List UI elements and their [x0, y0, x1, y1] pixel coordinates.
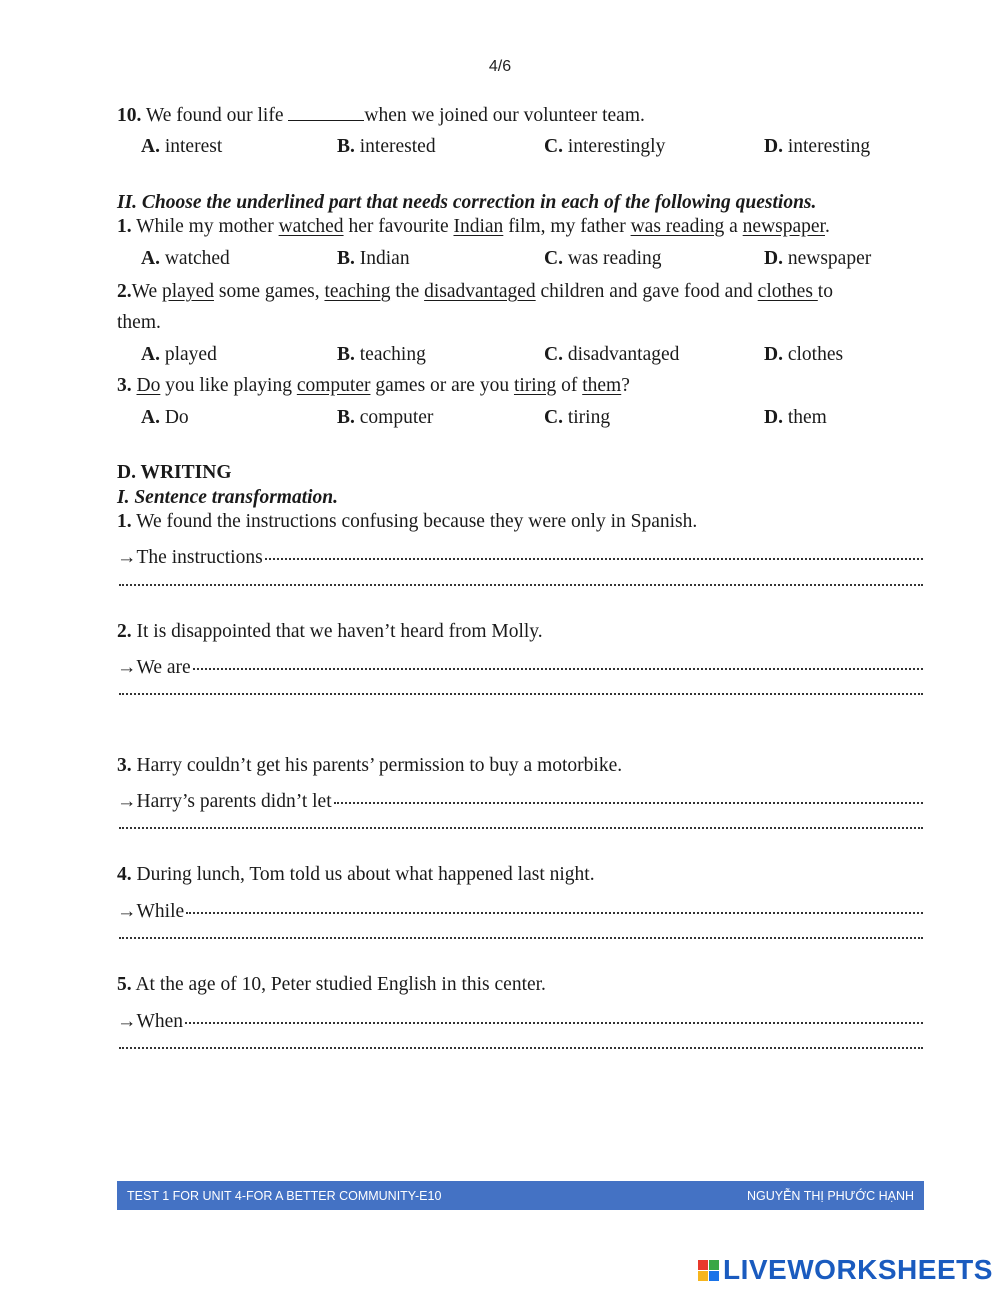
answer-line-4[interactable]: →While: [117, 900, 923, 924]
page-number: 4/6: [488, 58, 512, 75]
question-10: [117, 103, 645, 128]
arrow-icon: →: [117, 1011, 137, 1032]
question-number: 10.: [117, 105, 142, 126]
liveworksheets-logo: [698, 1254, 993, 1286]
error-question-2-continued: them.: [117, 312, 161, 333]
logo-icon: [698, 1260, 719, 1281]
answer-line-3-continued[interactable]: [117, 829, 923, 832]
transform-sentence-1: 1. We found the instructions confusing because they were only in Spanish.: [117, 511, 698, 532]
option-d[interactable]: D. newspaper: [764, 248, 872, 269]
transform-sentence-2: 2. It is disappointed that we haven’t heard from Molly.: [117, 621, 543, 642]
error-question-1: 1. While my mother watched her favourite Indian film, my father was reading a newspaper.: [117, 216, 830, 237]
answer-line-4-continued[interactable]: [117, 939, 923, 942]
arrow-icon: →: [117, 657, 137, 678]
answer-blank[interactable]: [288, 103, 364, 121]
section-title: II. Choose the underlined part that needs correction in each of the following questions.: [117, 192, 817, 213]
question-text: We found our life: [145, 105, 284, 126]
answer-line-5-continued[interactable]: [117, 1049, 923, 1052]
page-footer: [117, 1181, 924, 1210]
logo-text: LIVEWORKSHEETS: [723, 1254, 993, 1285]
option-a[interactable]: A. played: [141, 344, 217, 365]
answer-line-3[interactable]: →Harry’s parents didn’t let: [117, 790, 923, 814]
option-d[interactable]: D. clothes: [764, 344, 844, 365]
option-d[interactable]: D. interesting: [764, 136, 871, 157]
writing-subheading: I. Sentence transformation.: [117, 487, 339, 508]
option-a[interactable]: A. watched: [141, 248, 230, 269]
option-b[interactable]: B. Indian: [337, 248, 410, 269]
option-a[interactable]: A. interest: [141, 136, 223, 157]
answer-line-2-continued[interactable]: [117, 695, 923, 698]
answer-line-5[interactable]: →When: [117, 1010, 923, 1034]
option-b[interactable]: B. interested: [337, 136, 436, 157]
error-question-2: 2.We played some games, teaching the disadvantaged children and gave food and clothes to: [117, 281, 833, 302]
transform-sentence-4: 4. During lunch, Tom told us about what happened last night.: [117, 864, 595, 885]
answer-line-2[interactable]: →We are: [117, 656, 923, 680]
option-c[interactable]: C. was reading: [544, 248, 662, 269]
option-c[interactable]: C. interestingly: [544, 136, 666, 157]
option-a[interactable]: A. Do: [141, 407, 189, 428]
arrow-icon: →: [117, 791, 137, 812]
option-d[interactable]: D. them: [764, 407, 827, 428]
footer-title: TEST 1 FOR UNIT 4-FOR A BETTER COMMUNITY-E10: [127, 1188, 442, 1203]
writing-heading: D. WRITING: [117, 462, 232, 483]
arrow-icon: →: [117, 901, 137, 922]
footer-author: NGUYỄN THỊ PHƯỚC HẠNH: [746, 1188, 914, 1203]
error-question-3: 3. Do you like playing computer games or are you tiring of them?: [117, 375, 630, 396]
answer-line-1[interactable]: →The instructions: [117, 546, 923, 570]
transform-sentence-3: 3. Harry couldn’t get his parents’ permission to buy a motorbike.: [117, 755, 623, 776]
option-c[interactable]: C. disadvantaged: [544, 344, 680, 365]
option-b[interactable]: B. computer: [337, 407, 434, 428]
question-text: when we joined our volunteer team.: [364, 105, 645, 126]
option-b[interactable]: B. teaching: [337, 344, 426, 365]
option-c[interactable]: C. tiring: [544, 407, 611, 428]
arrow-icon: →: [117, 547, 137, 568]
transform-sentence-5: 5. At the age of 10, Peter studied English in this center.: [117, 974, 546, 995]
answer-line-1-continued[interactable]: [117, 586, 923, 589]
